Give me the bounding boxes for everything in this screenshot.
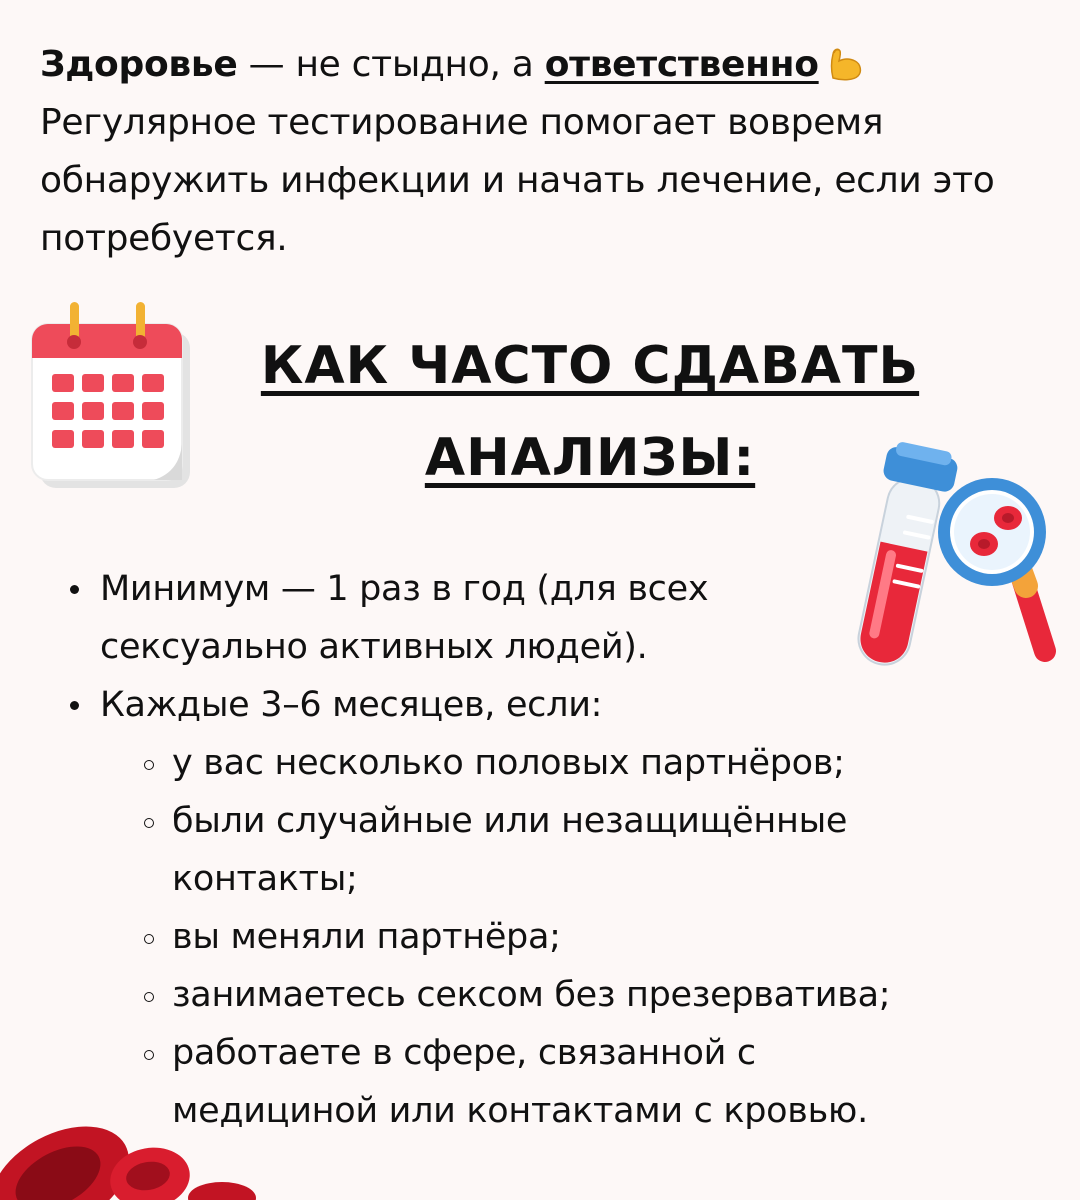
intro-bold-word: Здоровье xyxy=(40,44,238,85)
intro-paragraph xyxy=(40,36,1050,268)
list-item xyxy=(60,676,1060,734)
title-line-2: АНАЛИЗЫ: xyxy=(424,428,756,488)
sub-list-item-text: занимаетесь сексом без презерватива; xyxy=(172,975,891,1015)
sub-list-item-text: вы меняли партнёра; xyxy=(172,917,561,957)
frequency-list xyxy=(60,560,1060,1140)
intro-underlined-word: ответственно xyxy=(544,44,819,85)
sub-list-item-text: у вас несколько половых партнёров; xyxy=(172,743,845,783)
sub-list-item xyxy=(60,792,952,908)
bullet-circle xyxy=(144,992,154,1002)
bullet-circle xyxy=(144,760,154,770)
list-item-text: Каждые 3–6 месяцев, если: xyxy=(100,685,603,725)
sub-list-item-text: были случайные или незащищённые контакты; xyxy=(172,801,848,899)
list-item xyxy=(60,560,800,676)
red-blood-cells-icon xyxy=(0,1060,260,1200)
bullet-circle xyxy=(144,934,154,944)
intro-sentence: Регулярное тестирование помогает вовремя обнаружить инфекции и начать лечение, если это потребуется. xyxy=(40,102,995,259)
bullet-dot xyxy=(70,701,79,710)
flexed-biceps-icon xyxy=(825,44,865,82)
bullet-circle xyxy=(144,1050,154,1060)
sub-list-item xyxy=(60,908,1060,966)
sub-list-item-text: работаете в сфере, связанной с медициной или контактами с кровью. xyxy=(172,1033,868,1131)
bullet-dot xyxy=(70,585,79,594)
sub-list-item xyxy=(60,734,1060,792)
title-line-1: КАК ЧАСТО СДАВАТЬ xyxy=(260,336,920,396)
intro-middle-text: — не стыдно, а xyxy=(237,44,545,85)
sub-list-item xyxy=(60,966,1060,1024)
calendar-icon xyxy=(26,294,196,494)
list-item-text: Минимум — 1 раз в год (для всех сексуально активных людей). xyxy=(100,569,709,667)
bullet-circle xyxy=(144,818,154,828)
